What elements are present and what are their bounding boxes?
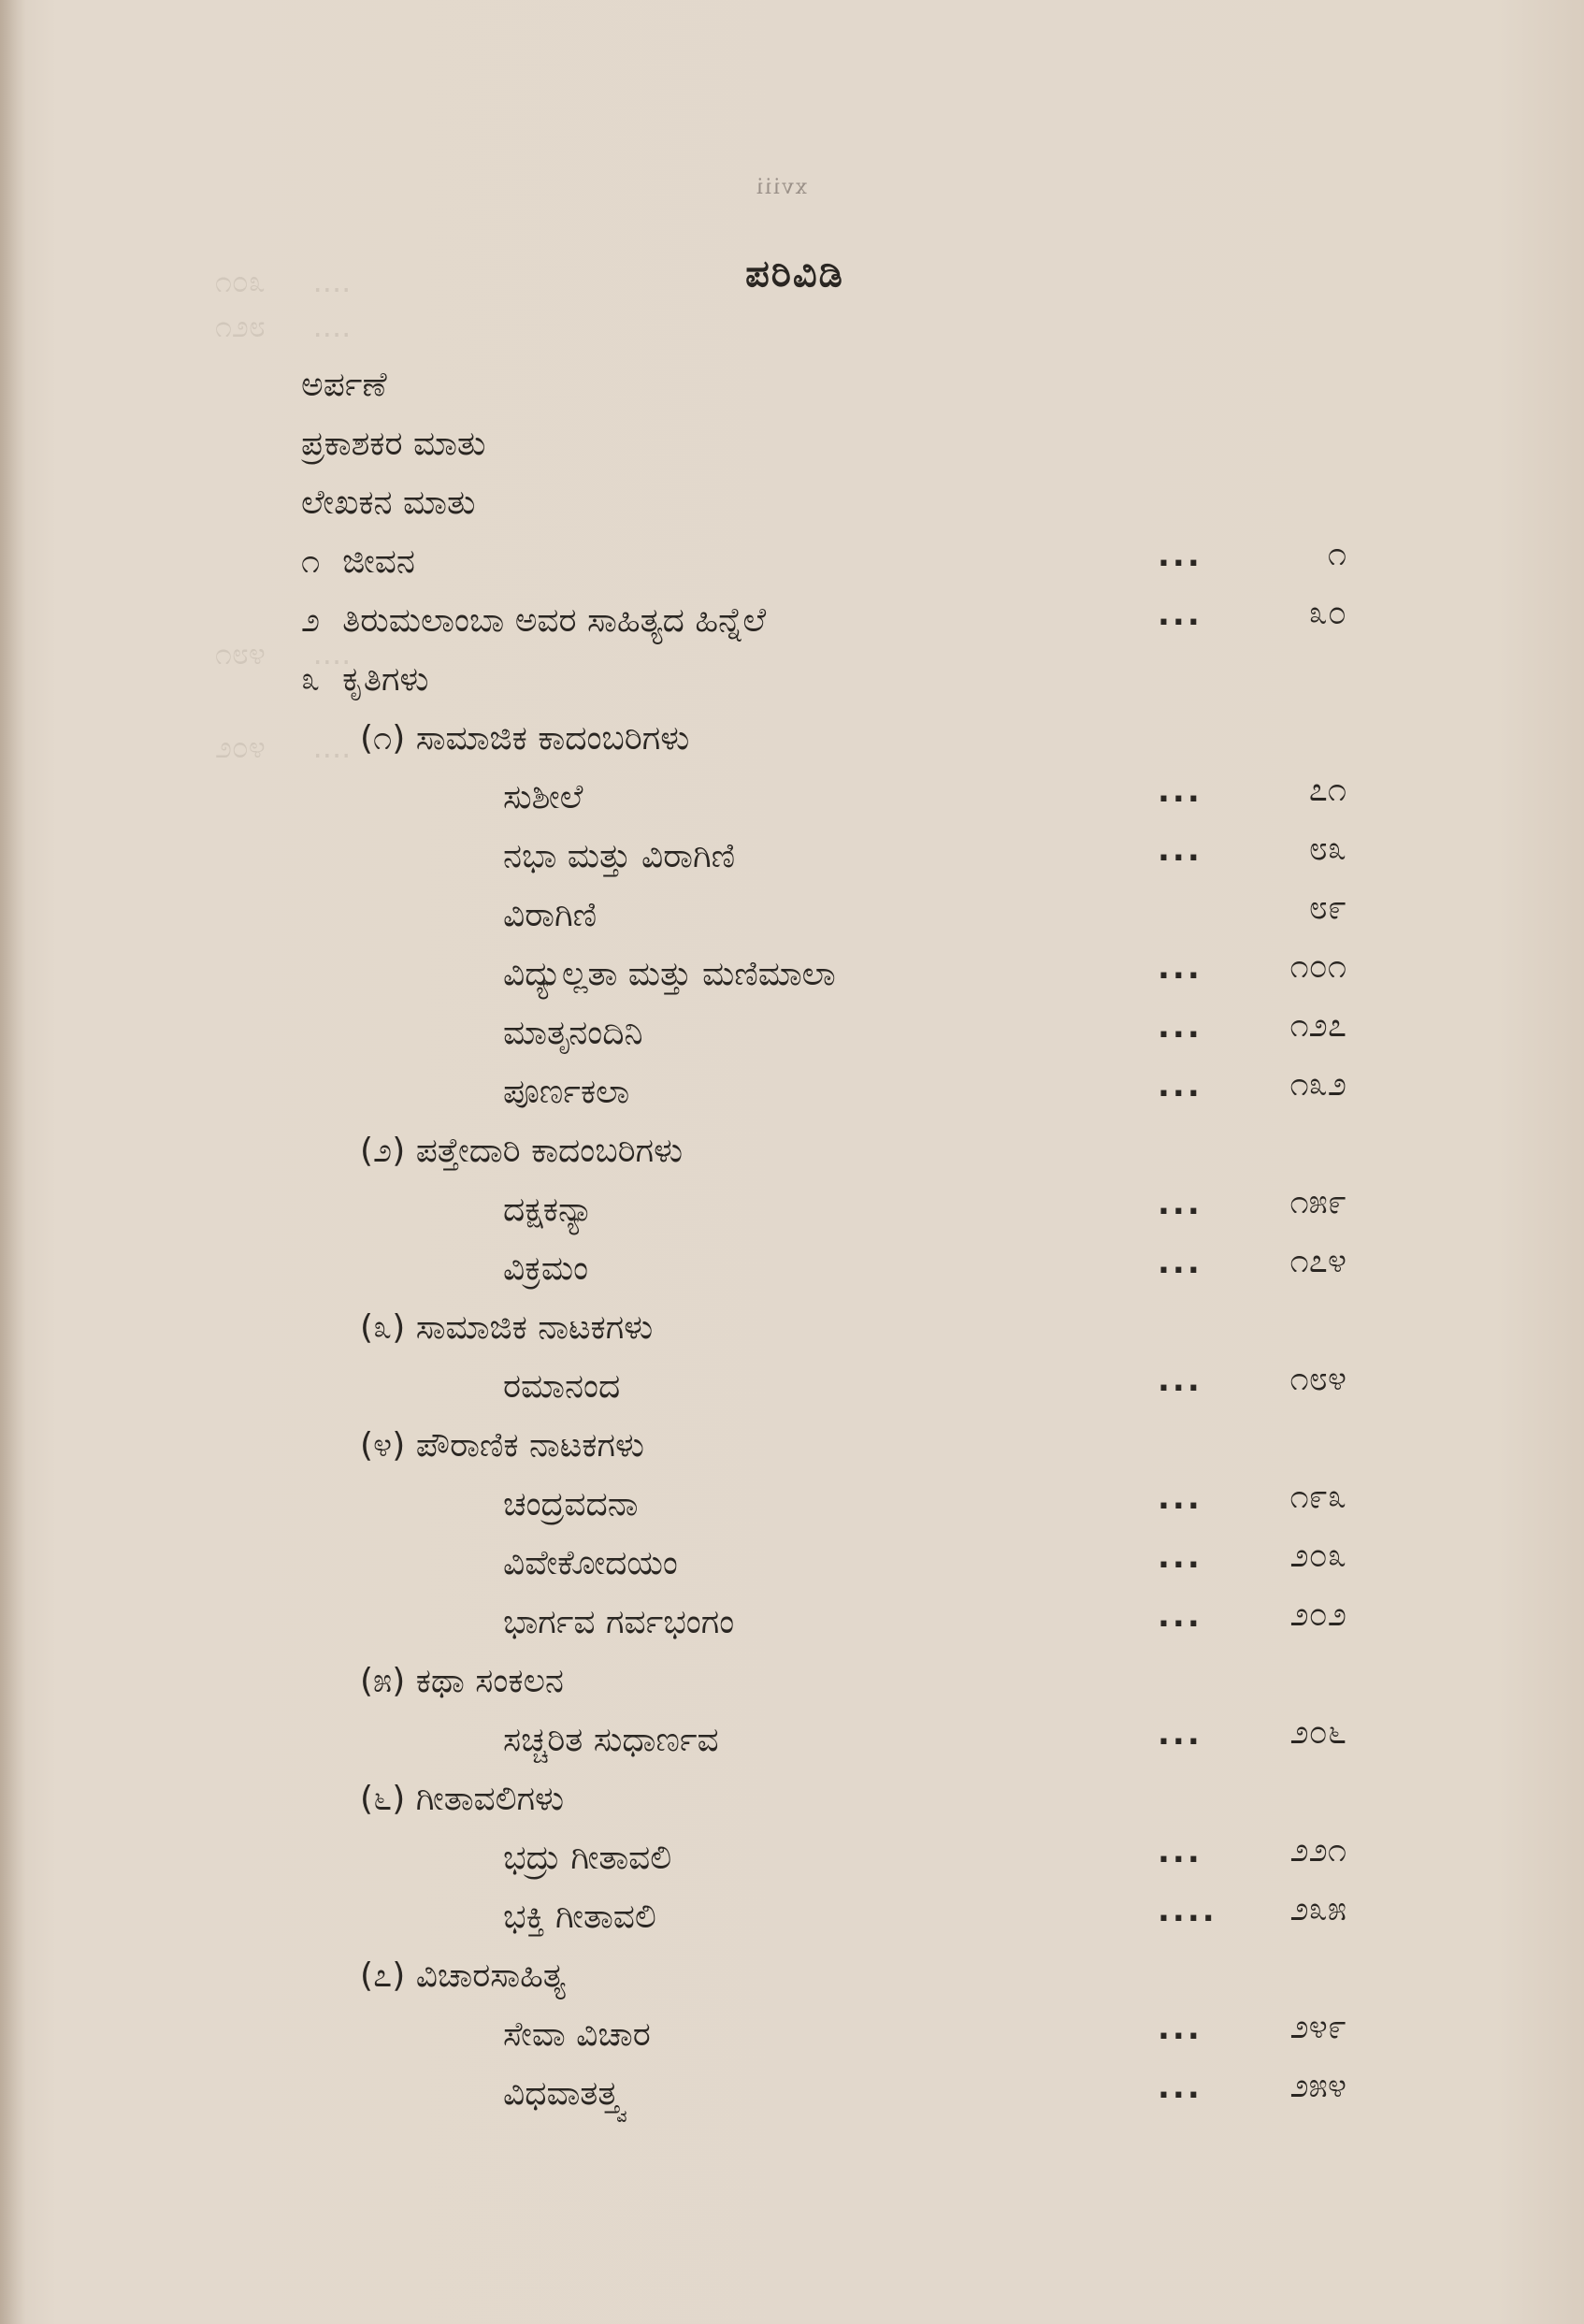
toc-page-number: ೨೫೪ — [1289, 2067, 1346, 2105]
toc-label: ವಿದ್ಯುಲ್ಲತಾ ಮತ್ತು ಮಣಿಮಾಲಾ — [503, 955, 836, 993]
toc-label: (೩) ಸಾಮಾಜಿಕ ನಾಟಕಗಳು — [360, 1308, 654, 1347]
toc-row — [0, 1887, 1584, 1946]
toc-section-heading — [0, 1769, 1584, 1828]
toc-label: ಸೇವಾ ವಿಚಾರ — [503, 2015, 651, 2054]
toc-label: (೫) ಕಥಾ ಸಂಕಲನ — [360, 1662, 564, 1700]
toc-row — [0, 2005, 1584, 2064]
toc-label: ವಿರಾಗಿಣಿ — [503, 896, 598, 934]
toc-leader-dots: ... — [1158, 1715, 1202, 1753]
toc-page-number: ೧೭೪ — [1289, 1242, 1346, 1280]
toc-row — [0, 650, 1584, 709]
toc-row — [0, 1711, 1584, 1769]
toc-row — [0, 1475, 1584, 1534]
toc-label: (೧) ಸಾಮಾಜಿಕ ಕಾದಂಬರಿಗಳು — [360, 719, 690, 758]
toc-label: ಭಕ್ತಿ ಗೀತಾವಲಿ — [503, 1898, 656, 1936]
toc-leader-dots: ... — [1158, 2069, 1202, 2106]
toc-label: (೬) ಗೀತಾವಲಿಗಳು — [360, 1780, 565, 1818]
toc-label: ಸುಶೀಲೆ — [503, 778, 583, 816]
toc-row — [0, 414, 1584, 473]
toc-label: (೨) ಪತ್ತೇದಾರಿ ಕಾದಂಬರಿಗಳು — [360, 1132, 684, 1170]
toc-row — [0, 1180, 1584, 1239]
toc-row — [0, 473, 1584, 532]
toc-chapter-number: ೨ — [301, 601, 321, 640]
toc-leader-dots: ... — [1158, 1833, 1202, 1870]
toc-label: ಸಚ್ಚರಿತ ಸುಧಾರ್ಣವ — [503, 1721, 719, 1759]
toc-section-heading — [0, 1652, 1584, 1711]
toc-label: ಪ್ರಕಾಶಕರ ಮಾತು — [301, 425, 486, 463]
toc-row — [0, 2064, 1584, 2123]
toc-label: ಅರ್ಪಣೆ — [301, 366, 387, 404]
toc-page-number: ೨೦೩ — [1289, 1537, 1346, 1575]
toc-label: (೪) ಪೌರಾಣಿಕ ನಾಟಕಗಳು — [360, 1426, 644, 1465]
toc-page-number: ೭೧ — [1308, 771, 1346, 809]
toc-page-number: ೧೩೨ — [1289, 1065, 1346, 1104]
toc-leader-dots: ... — [1158, 1597, 1202, 1635]
toc-row — [0, 532, 1584, 591]
toc-row — [0, 1062, 1584, 1121]
toc-page-number: ೧ — [1327, 535, 1346, 573]
toc-row — [0, 1534, 1584, 1593]
toc-chapter-number: ೧ — [301, 542, 321, 581]
toc-page-number: ೮೩ — [1308, 830, 1346, 868]
toc-label: ಜೀವನ — [342, 542, 415, 581]
toc-label: ವಿಧವಾತತ್ತ್ವ — [503, 2074, 625, 2113]
toc-leader-dots: ... — [1158, 537, 1202, 574]
toc-page-number: ೧೨೭ — [1289, 1006, 1346, 1045]
toc-row — [0, 1003, 1584, 1062]
bleed-through-line: ೧೦೩ .... — [215, 264, 352, 299]
toc-label: ರಮಾನಂದ — [503, 1367, 621, 1406]
toc-section-heading — [0, 709, 1584, 768]
toc-section-heading — [0, 1416, 1584, 1475]
toc-row — [0, 1593, 1584, 1652]
toc-label: ವಿವೇಕೋದಯಂ — [503, 1544, 678, 1582]
toc-page-number: ೧೫೯ — [1289, 1183, 1346, 1221]
toc-leader-dots: ... — [1158, 1362, 1202, 1399]
toc-row — [0, 768, 1584, 827]
toc-label: ಭಾರ್ಗವ ಗರ್ವಭಂಗಂ — [503, 1603, 735, 1641]
toc-leader-dots: ... — [1158, 1480, 1202, 1517]
toc-leader-dots: ... — [1158, 1538, 1202, 1576]
bleed-through-line: ೧೮೪ .... — [215, 636, 352, 671]
toc-label: ಭದ್ರು ಗೀತಾವಲಿ — [503, 1839, 672, 1877]
toc-label: ಪೂರ್ಣಕಲಾ — [503, 1073, 630, 1111]
toc-row — [0, 827, 1584, 886]
toc-page-number: ೨೨೧ — [1289, 1831, 1346, 1869]
table-of-contents — [0, 355, 1584, 2123]
toc-page-number: ೨೩೫ — [1289, 1890, 1346, 1928]
toc-leader-dots: ... — [1158, 596, 1202, 633]
toc-leader-dots: ... — [1158, 1185, 1202, 1222]
toc-label: ಲೇಖಕನ ಮಾತು — [301, 484, 476, 522]
page-title: ಪರಿವಿಡಿ — [745, 253, 844, 296]
toc-label: ತಿರುಮಲಾಂಬಾ ಅವರ ಸಾಹಿತ್ಯದ ಹಿನ್ನೆಲೆ — [342, 601, 767, 640]
toc-page-number: ೮೯ — [1308, 888, 1346, 927]
toc-page-number: ೨೦೨ — [1289, 1595, 1346, 1634]
toc-section-heading — [0, 1121, 1584, 1180]
folio-number: xviii — [755, 176, 807, 199]
toc-leader-dots: ... — [1158, 1244, 1202, 1281]
toc-row — [0, 1828, 1584, 1887]
toc-page-number: ೩೦ — [1308, 594, 1346, 632]
toc-label: ಕೃತಿಗಳು — [342, 660, 429, 699]
toc-leader-dots: ... — [1158, 1008, 1202, 1046]
toc-page-number: ೨೦೬ — [1289, 1713, 1346, 1752]
toc-page-number: ೧೮೪ — [1289, 1360, 1346, 1398]
toc-row — [0, 886, 1584, 945]
toc-label: ಚಂದ್ರವದನಾ — [503, 1485, 639, 1523]
toc-leader-dots: ... — [1158, 831, 1202, 869]
toc-row — [0, 1357, 1584, 1416]
toc-label: ನಭಾ ಮತ್ತು ವಿರಾಗಿಣಿ — [503, 837, 736, 875]
bleed-through-line: ೧೨೮ .... — [215, 309, 352, 344]
toc-row — [0, 945, 1584, 1003]
toc-page-number: ೨೪೯ — [1289, 2008, 1346, 2046]
toc-page-number: ೧೦೧ — [1289, 947, 1346, 986]
toc-leader-dots: .... — [1158, 1892, 1217, 1929]
toc-label: ವಿಕ್ರಮಂ — [503, 1249, 589, 1288]
toc-leader-dots: ... — [1158, 1067, 1202, 1104]
toc-row — [0, 355, 1584, 414]
toc-leader-dots: ... — [1158, 772, 1202, 810]
toc-row — [0, 591, 1584, 650]
toc-label: (೭) ವಿಚಾರಸಾಹಿತ್ಯ — [360, 1956, 566, 1995]
toc-leader-dots: ... — [1158, 2010, 1202, 2047]
toc-section-heading — [0, 1298, 1584, 1357]
toc-label: ಮಾತೃನಂದಿನಿ — [503, 1014, 643, 1052]
toc-label: ದಕ್ಷಕನ್ಯಾ — [503, 1191, 594, 1229]
toc-section-heading — [0, 1946, 1584, 2005]
bleed-through-line: ೨೦೪ .... — [215, 729, 352, 765]
toc-page-number: ೧೯೩ — [1289, 1478, 1346, 1516]
toc-chapter-number: ೩ — [301, 660, 321, 699]
toc-leader-dots: ... — [1158, 949, 1202, 987]
toc-row — [0, 1239, 1584, 1298]
